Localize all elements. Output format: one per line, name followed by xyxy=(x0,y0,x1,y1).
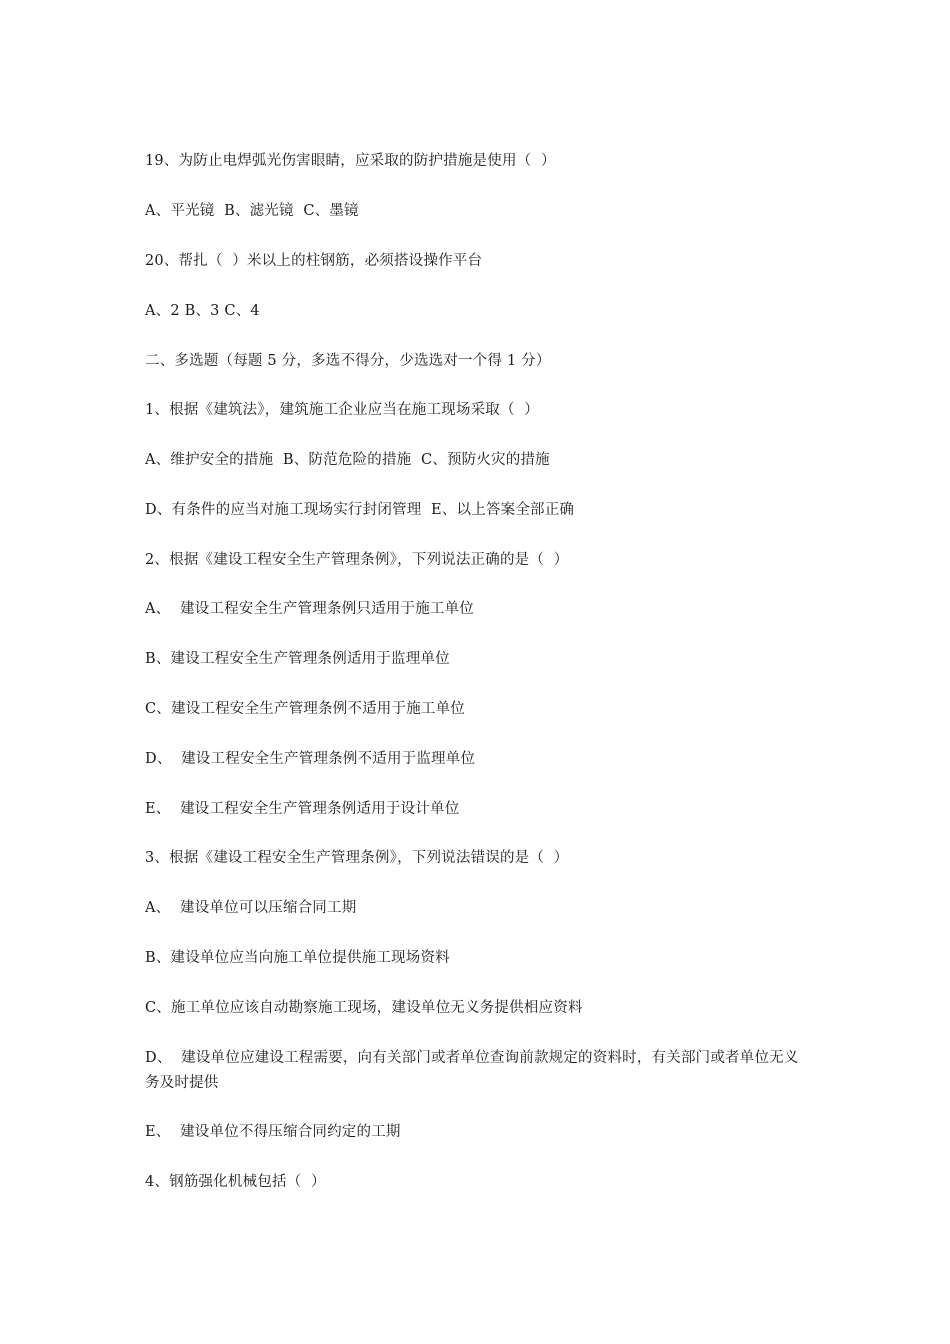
multi-question-2-option-c: C、建设工程安全生产管理条例不适用于施工单位 xyxy=(145,701,465,717)
question-19: 19、为防止电焊弧光伤害眼睛，应采取的防护措施是使用（ ） xyxy=(145,153,556,169)
multi-question-3-option-d: D、 建设单位应建设工程需要，向有关部门或者单位查询前款规定的资料时，有关部门或者单位无义务及时提供 xyxy=(145,1050,799,1091)
section-heading: 二、多选题（每题 5 分，多选不得分，少选选对一个得 1 分） xyxy=(145,353,551,369)
multi-question-3-option-c: C、施工单位应该自动勘察施工现场，建设单位无义务提供相应资料 xyxy=(145,1000,583,1016)
multi-question-2-option-d: D、 建设工程安全生产管理条例不适用于监理单位 xyxy=(145,751,476,767)
multi-question-1-options-abc: A、维护安全的措施 B、防范危险的措施 C、预防火灾的措施 xyxy=(145,452,550,468)
question-19-options: A、平光镜 B、滤光镜 C、墨镜 xyxy=(145,203,359,219)
question-20-options: A、2 B、3 C、4 xyxy=(145,303,260,319)
multi-question-2-option-e: E、 建设工程安全生产管理条例适用于设计单位 xyxy=(145,801,460,817)
multi-question-3: 3、根据《建设工程安全生产管理条例》，下列说法错误的是（ ） xyxy=(145,850,569,866)
multi-question-4: 4、钢筋强化机械包括（ ） xyxy=(145,1174,326,1190)
question-20: 20、帮扎（ ）米以上的柱钢筋，必须搭设操作平台 xyxy=(145,253,483,269)
multi-question-3-option-a: A、 建设单位可以压缩合同工期 xyxy=(145,900,357,916)
multi-question-2: 2、根据《建设工程安全生产管理条例》，下列说法正确的是（ ） xyxy=(145,552,569,568)
multi-question-2-option-a: A、 建设工程安全生产管理条例只适用于施工单位 xyxy=(145,601,474,617)
multi-question-2-option-b: B、建设工程安全生产管理条例适用于监理单位 xyxy=(145,651,450,667)
multi-question-3-option-b: B、建设单位应当向施工单位提供施工现场资料 xyxy=(145,950,450,966)
multi-question-3-option-e: E、 建设单位不得压缩合同约定的工期 xyxy=(145,1124,401,1140)
multi-question-1-options-de: D、有条件的应当对施工现场实行封闭管理 E、以上答案全部正确 xyxy=(145,502,575,518)
multi-question-1: 1、根据《建筑法》，建筑施工企业应当在施工现场采取（ ） xyxy=(145,402,539,418)
